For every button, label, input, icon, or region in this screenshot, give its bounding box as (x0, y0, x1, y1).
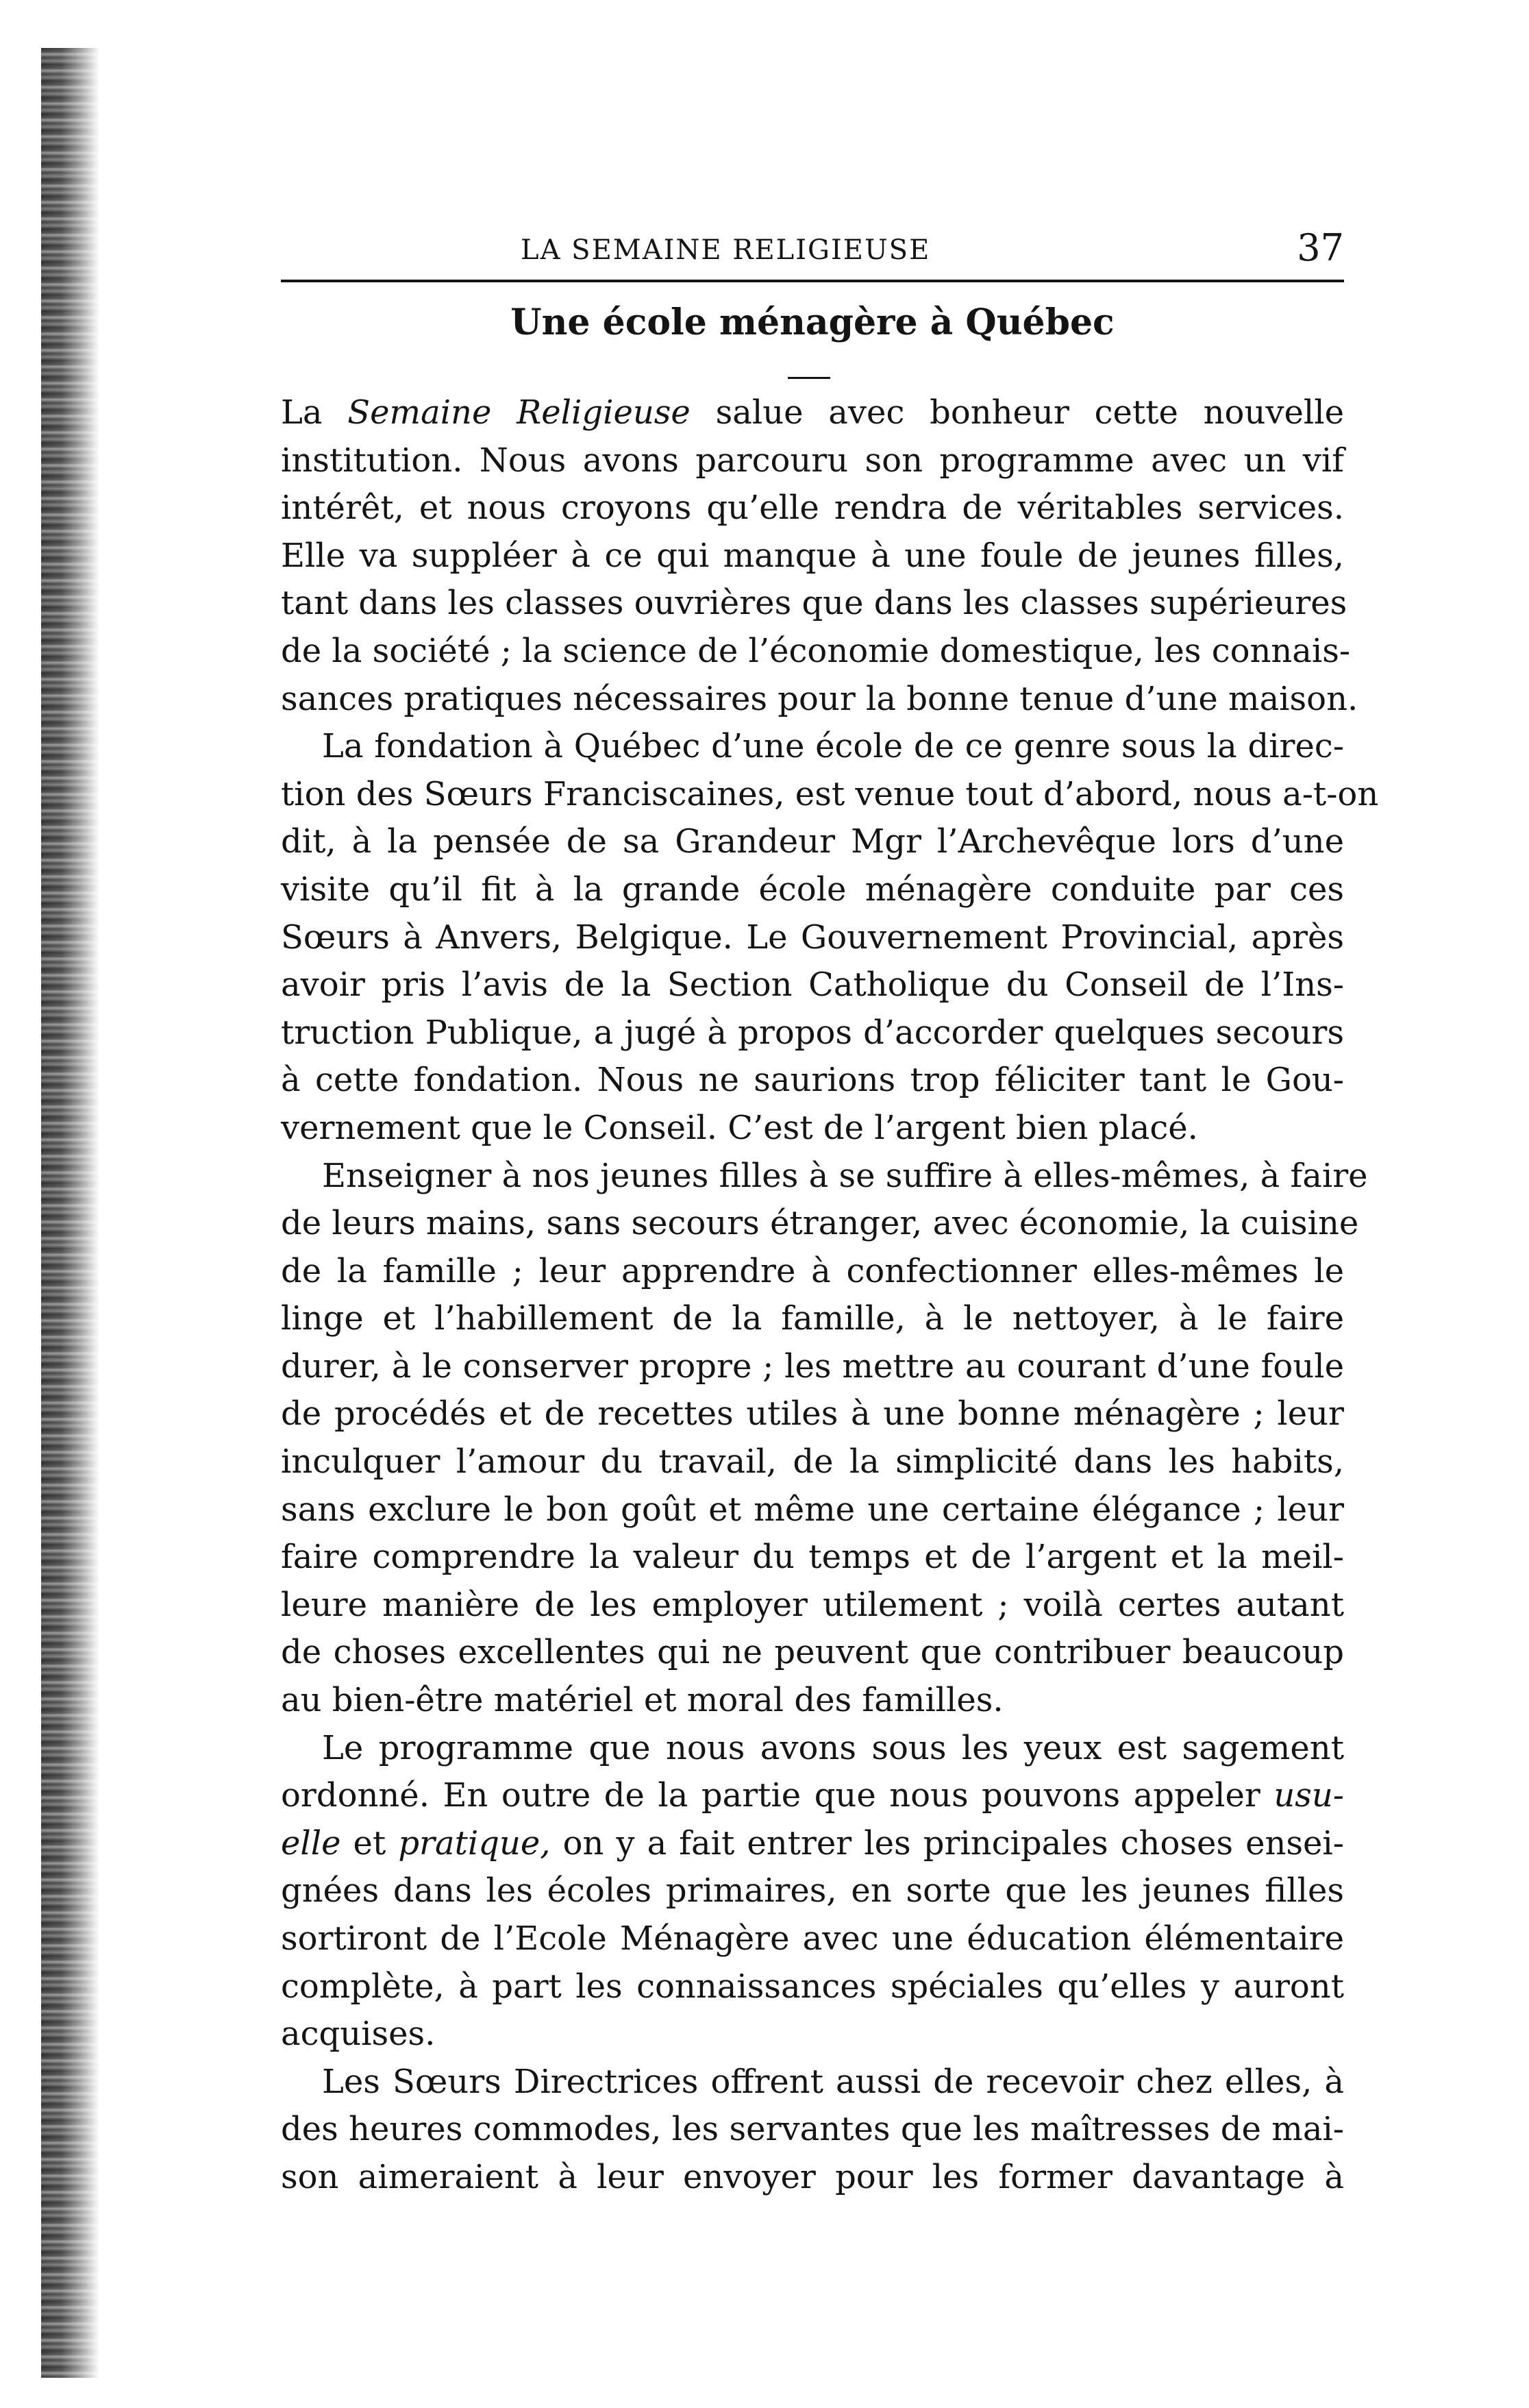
text-line: sances pratiques nécessaires pour la bonne tenue d’une maison. (281, 679, 1358, 718)
article-body (281, 389, 1379, 2202)
text-line: durer, à le conserver propre ; les mettre au courant d’une foule (281, 1347, 1344, 1386)
text-line: complète, à part les connaissances spéciales qu’elles y auront (281, 1967, 1344, 2006)
text-line: visite qu’il fit à la grande école ménagère conduite par ces (281, 870, 1344, 909)
text-line: tion des Sœurs Franciscaines, est venue tout d’abord, nous a-t-on (281, 774, 1379, 813)
text-line: vernement que le Conseil. C’est de l’argent bien placé. (281, 1108, 1198, 1147)
text-line: sans exclure le bon goût et même une certaine élégance ; leur (281, 1490, 1344, 1529)
text-line: Elle va suppléer à ce qui manque à une foule de jeunes filles, (281, 536, 1344, 575)
header-rule (281, 280, 1344, 282)
running-head (281, 226, 1344, 274)
running-title: LA SEMAINE RELIGIEUSE (521, 234, 931, 266)
text-line: Les Sœurs Directrices offrent aussi de recevoir chez elles, à (322, 2062, 1344, 2101)
text-line: ordonné. En outre de la partie que nous pouvons appeler usu- (281, 1776, 1344, 1815)
text-line: Enseigner à nos jeunes filles à se suffire à elles-mêmes, à faire (322, 1156, 1368, 1195)
title-dash (788, 377, 830, 379)
text-line: gnées dans les écoles primaires, en sorte que les jeunes filles (281, 1871, 1344, 1911)
text-line: son aimeraient à leur envoyer pour les former davantage à (281, 2157, 1344, 2196)
text-line: intérêt, et nous croyons qu’elle rendra de véritables services. (281, 489, 1344, 528)
text-line: des heures commodes, les servantes que les maîtresses de mai- (281, 2110, 1344, 2149)
text-line: leure manière de les employer utilement ; voilà certes autant (281, 1585, 1344, 1624)
text-line: sortiront de l’Ecole Ménagère avec une éducation élémentaire (281, 1919, 1344, 1958)
text-line: inculquer l’amour du travail, de la simplicité dans les habits, (281, 1442, 1344, 1482)
text-line: avoir pris l’avis de la Section Catholique du Conseil de l’Ins- (281, 966, 1344, 1005)
text-line: faire comprendre la valeur du temps et de l’argent et la meil- (281, 1538, 1344, 1577)
text-line: de la société ; la science de l’économie domestique, les connais- (281, 631, 1351, 670)
text-line: tant dans les classes ouvrières que dans les classes supérieures (281, 584, 1347, 623)
text-line: truction Publique, a jugé à propos d’accorder quelques secours (281, 1013, 1344, 1052)
text-line: Sœurs à Anvers, Belgique. Le Gouvernement Provincial, après (281, 918, 1344, 957)
text-line: Le programme que nous avons sous les yeux est sagement (322, 1728, 1344, 1767)
text-line: elle et pratique, on y a fait entrer les principales choses ensei- (281, 1823, 1345, 1863)
text-line: de leurs mains, sans secours étranger, avec économie, la cuisine (281, 1204, 1359, 1243)
text-line: au bien-être matériel et moral des familles. (281, 1681, 1004, 1720)
text-line: de choses excellentes qui ne peuvent que contribuer beaucoup (281, 1633, 1344, 1672)
text-line: La Semaine Religieuse salue avec bonheur cette nouvelle (281, 393, 1344, 432)
text-line: linge et l’habillement de la famille, à le nettoyer, à le faire (281, 1299, 1344, 1338)
text-line: La fondation à Québec d’une école de ce genre sous la direc- (322, 727, 1344, 766)
page-number: 37 (1297, 226, 1344, 269)
scanned-binding-edge (41, 48, 99, 2378)
text-line: institution. Nous avons parcouru son programme avec un vif (281, 441, 1344, 480)
text-line: de la famille ; leur apprendre à confectionner elles-mêmes le (281, 1251, 1344, 1290)
article-title: Une école ménagère à Québec (510, 302, 1115, 343)
text-line: à cette fondation. Nous ne saurions trop féliciter tant le Gou- (281, 1061, 1344, 1100)
text-line: dit, à la pensée de sa Grandeur Mgr l’Archevêque lors d’une (281, 822, 1344, 861)
text-line: acquises. (281, 2015, 436, 2054)
text-line: de procédés et de recettes utiles à une bonne ménagère ; leur (281, 1395, 1344, 1434)
